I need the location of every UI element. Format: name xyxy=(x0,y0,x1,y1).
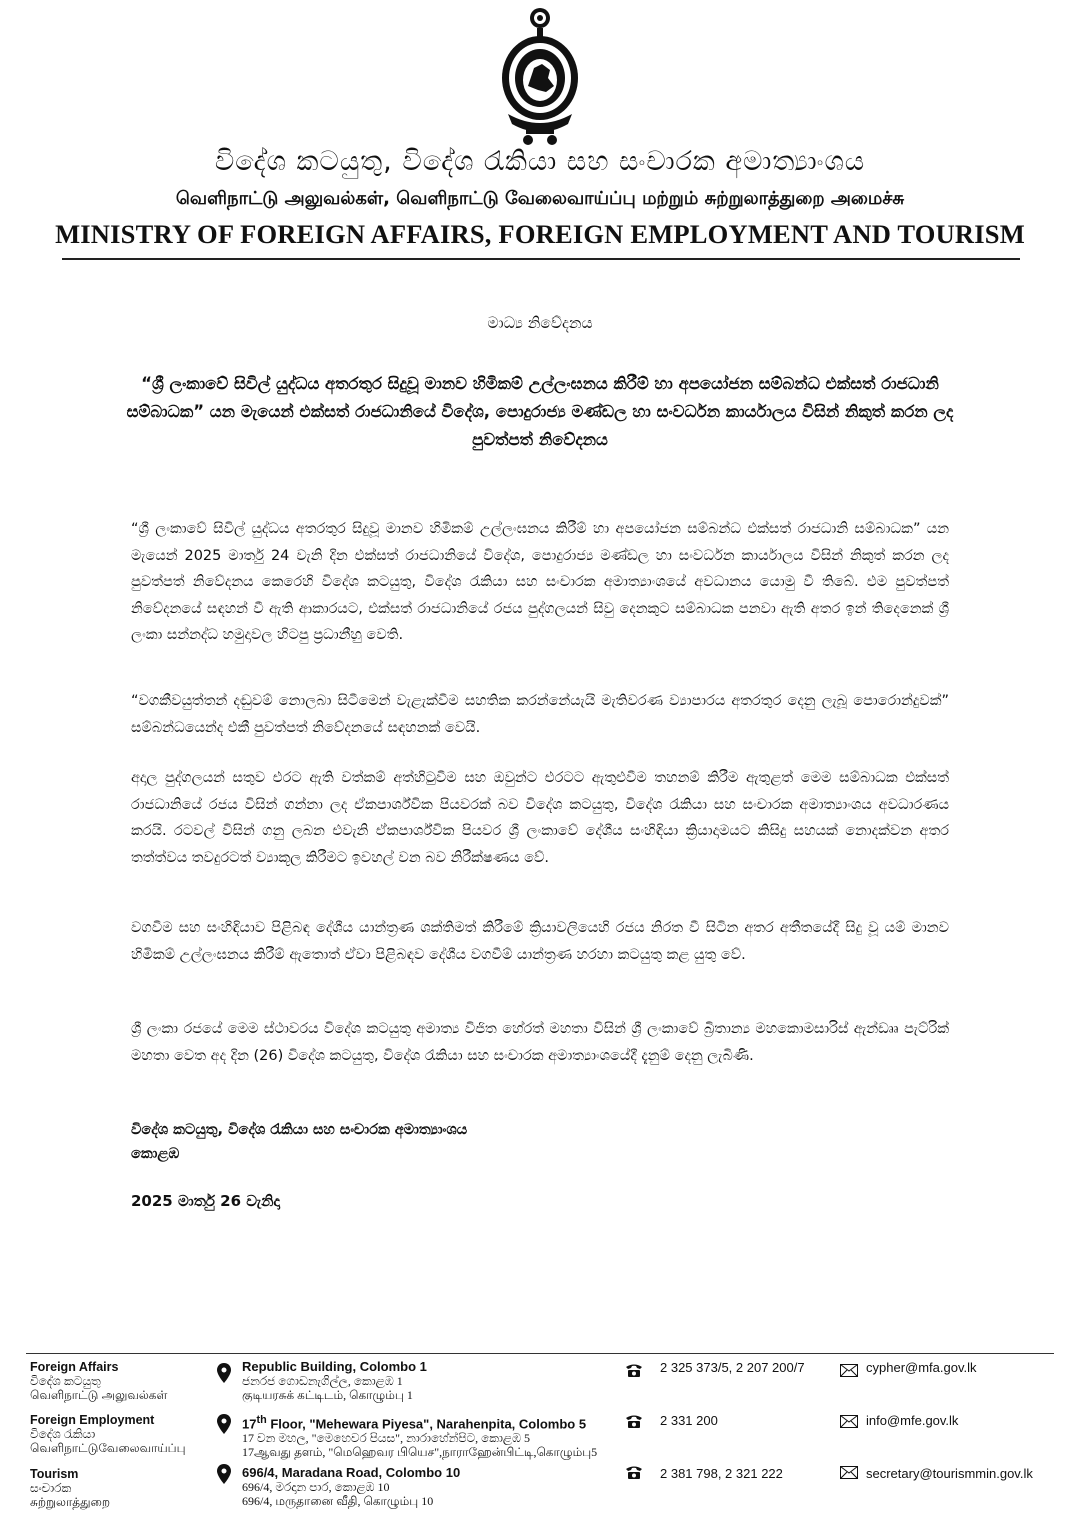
email-icon xyxy=(840,1466,858,1479)
dept-name-si: සංචාරක xyxy=(30,1481,72,1495)
footer-divider xyxy=(26,1353,1054,1354)
address-ta: 696/4, மருதானை வீதி, கொழும்பு 10 xyxy=(242,1494,434,1508)
telephone-icon xyxy=(625,1363,643,1377)
dept-name-en: Foreign Affairs xyxy=(30,1360,119,1374)
email-foreign-employment[interactable]: info@mfe.gov.lk xyxy=(866,1413,959,1428)
dept-name-ta: வெளிநாட்டுவேலைவாய்ப்பு xyxy=(30,1441,186,1455)
paragraph-2: “වගකීවයුත්තන් දඬුවම් නොලබා සිටීමෙන් වැළැක්වීම සහතික කරන්නේයැයි මැතිවරණ ව්‍යාපාරය අතරතුර දෙනු ලැබූ පොරොන්දුවක්” සම්බන්ධයෙන්ද එකී පුවත්පත් නිවේදනයේ සඳහනක් වෙයි. xyxy=(131,693,949,736)
floor-number: 17 xyxy=(242,1416,257,1432)
address-ta: குடியரசுக் கட்டிடம், கொழும்பு 1 xyxy=(242,1388,413,1402)
signature-city: කොළඹ xyxy=(131,1146,180,1162)
dept-name-si: විදේශ රැකියා xyxy=(30,1427,96,1441)
signature-ministry: විදේශ කටයුතු, විදේශ රැකියා සහ සංචාරක අමාත්‍යාංශය xyxy=(131,1122,468,1138)
address-en-rest: Floor, "Mehewara Piyesa", Narahenpita, Colombo 5 xyxy=(266,1416,587,1432)
footer-dept-tourism xyxy=(30,1467,110,1509)
address-en: 696/4, Maradana Road, Colombo 10 xyxy=(242,1465,461,1480)
paragraph-3: අදාල පුද්ගලයන් සතුව එරට ඇති වත්කම් අත්හිටුවීම සහ ඔවුන්ට එරටට ඇතුළුවීම තහනම් කිරීම ඇතුළත් මෙම සම්බාධක එක්සත් රාජධානියේ රජය විසින් ගන්නා ලද ඒකපාර්ශ්වික පියවරක් බව විදේශ කටයුතු, විදේශ රැකියා සහ සංචාරක අමාත්‍යාංශය අවධාරණය කරයි. රටවල් විසින් ගනු ලබන එවැනි ඒකපාර්ශ්වික පියවර ශ්‍රී ලංකාවේ දේශීය සංහිඳියා ක්‍රියාදාමයට කිසිදු සහයක් නොදක්වන අතර තත්ත්වය තවදුරටත් ව්‍යාකූල කිරීමට ඉවහල් වන බව නිරීක්ෂණය වේ. xyxy=(131,770,949,866)
document-date: 2025 මාර්තු 26 වැනිදා xyxy=(131,1192,281,1210)
telephone-icon xyxy=(625,1414,643,1428)
address-ta: 17ஆவது தளம், "மெஹெவர பியெச",நாராஹேன்பிட்டி,கொழும்பு5 xyxy=(242,1445,598,1460)
ministry-name-sinhala: විදේශ කටයුතු, විදේශ රැකියා සහ සංචාරක අමාත්‍යාංශය xyxy=(214,146,866,177)
address-si: 696/4, මරදාන පාර, කොළඹ 10 xyxy=(242,1480,390,1494)
footer-address-foreign-employment xyxy=(242,1413,597,1459)
location-pin-icon xyxy=(217,1464,231,1484)
document-title: “ශ්‍රී ලංකාවේ සිවිල් යුද්ධය අතරතුර සිදුවූ මානව හිමිකම් උල්ලංඝනය කිරීම් හා අපයෝජන සම්බන්ධ එක්සත් රාජධානි සම්බාධක” යන මැයෙන් එක්සත් රාජධානියේ විදේශ, පොදුරාජ්‍ය මණ්ඩල හා සංවර්ධන කාර්යාලය විසින් නිකුත් කරන ලද පුවත්පත් නිවේදනය xyxy=(126,374,954,449)
ordinal-suffix: th xyxy=(256,1414,267,1426)
paragraph-1: “ශ්‍රී ලංකාවේ සිවිල් යුද්ධය අතරතුර සිදුවූ මානව හිමිකම් උල්ලංඝනය කිරීම් හා අපයෝජන සම්බන්ධ එක්සත් රාජධානි සම්බාධක” යන මැයෙන් 2025 මාර්තු 24 වැනි දින එක්සත් රාජධානියේ විදේශ, පොදුරාජ්‍ය මණ්ඩල හා සංවර්ධන කාර්යාලය විසින් නිකුත් කරන ලද පුවත්පත් නිවේදනය කෙරෙහි විදේශ කටයුතු, විදේශ රැකියා සහ සංචාරක අමාත්‍යාංශයේ අවධානය යොමු වී තිබේ. එම පුවත්පත් නිවේදනයේ සඳහන් වී ඇති ආකාරයට, එක්සත් රාජධානියේ රජය පුද්ගලයන් සිවු දෙනකුට සම්බාධක පනවා ඇති අතර ඉන් තිදෙනෙක් ශ්‍රී ලංකා සන්නද්ධ හමුදාවල හිටපු ප්‍රධානීහු වෙති. xyxy=(131,521,949,643)
sri-lanka-emblem-icon xyxy=(498,6,582,146)
address-en: Republic Building, Colombo 1 xyxy=(242,1359,427,1374)
dept-name-ta: வெளிநாட்டு அலுவல்கள் xyxy=(30,1388,168,1402)
telephone-icon xyxy=(625,1465,643,1479)
location-pin-icon xyxy=(217,1363,231,1383)
header-divider xyxy=(62,258,1020,260)
email-tourism[interactable]: secretary@tourismmin.gov.lk xyxy=(866,1466,1033,1481)
ministry-name-english: MINISTRY OF FOREIGN AFFAIRS, FOREIGN EMPLOYMENT AND TOURISM xyxy=(55,219,1025,249)
email-icon xyxy=(840,1364,858,1377)
address-si: ජනරජ ගොඩනැගිල්ල, කොළඹ 1 xyxy=(242,1374,403,1388)
phone-tourism: 2 381 798, 2 321 222 xyxy=(660,1466,783,1481)
footer-dept-foreign-affairs xyxy=(30,1360,167,1402)
footer-dept-foreign-employment xyxy=(30,1413,186,1455)
dept-name-si: විදේශ කටයුතු xyxy=(30,1374,101,1388)
paragraph-4: වගවීම සහ සංහිඳියාව පිළිබඳ දේශීය යාන්ත්‍රණ ශක්තිමත් කිරීමේ ක්‍රියාවලියෙහි රජය නිරත වී සිටින අතර අතීතයේදී සිදු වූ යම් මානව හිමිකම් උල්ලංඝනය කිරීම් ඇතොත් ඒවා පිළිබඳව දේශීය වගවීම් යාන්ත්‍රණ හරහා කටයුතු කළ යුතු වේ. xyxy=(131,920,949,963)
ministry-name-tamil: வெளிநாட்டு அலுவல்கள், வெளிநாட்டு வேலைவாய்ப்பு மற்றும் சுற்றுலாத்துறை அமைச்சு xyxy=(175,188,905,209)
address-en xyxy=(242,1413,597,1431)
document-type: මාධ්‍ය නිවේදනය xyxy=(487,314,593,332)
dept-name-en: Foreign Employment xyxy=(30,1413,155,1427)
email-icon xyxy=(840,1415,858,1428)
email-foreign-affairs[interactable]: cypher@mfa.gov.lk xyxy=(866,1360,977,1375)
footer-address-foreign-affairs xyxy=(242,1360,427,1402)
signature-block xyxy=(131,1118,467,1166)
dept-name-ta: சுற்றுலாத்துறை xyxy=(30,1495,111,1509)
dept-name-en: Tourism xyxy=(30,1467,79,1481)
paragraph-5: ශ්‍රී ලංකා රජයේ මෙම ස්ථාවරය විදේශ කටයුතු අමාත්‍ය විජිත හේරත් මහතා විසින් ශ්‍රී ලංකාවේ බ්‍රිතාන්‍ය මහකොමසාරිස් ඇන්ඩෲ පැට්රික් මහතා වෙත අද දින (26) විදේශ කටයුතු, විදේශ රැකියා සහ සංචාරක අමාත්‍යාංශයේදී දැනුම් දෙනු ලැබිණි. xyxy=(131,1021,949,1064)
footer-address-tourism xyxy=(242,1466,460,1508)
phone-foreign-affairs: 2 325 373/5, 2 207 200/7 xyxy=(660,1360,805,1375)
address-si: 17 වන මහල, "මෙහෙවර පියස", නාරාහේන්පිට, කොළඹ 5 xyxy=(242,1431,530,1446)
phone-foreign-employment: 2 331 200 xyxy=(660,1413,718,1428)
location-pin-icon xyxy=(217,1414,231,1434)
